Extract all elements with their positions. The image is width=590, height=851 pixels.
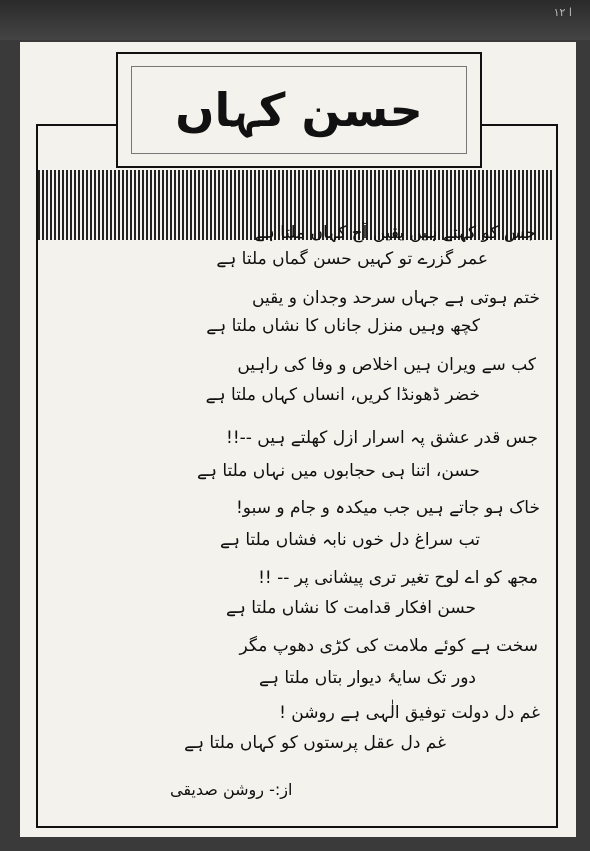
poem-line: کچھ وہیں منزل جاناں کا نشاں ملتا ہے [206,316,480,336]
poem-line: حسن، اتنا ہی حجابوں میں نہاں ملتا ہے [197,461,480,481]
poem-line: کب سے ویران ہیں اخلاص و وفا کی راہیں [237,355,536,375]
poem-line: خضر ڈھونڈا کریں، انساں کہاں ملتا ہے [205,385,480,405]
poem-line: ختم ہوتی ہے جہاں سرحد وجدان و یقیں [252,288,540,308]
poem-line: مجھ کو اے لوح تغیر تری پیشانی پر -- !! [258,568,538,588]
poem-line: جس قدر عشق پہ اسرار ازل کھلتے ہیں --!! [226,428,538,448]
poem-line: عمر گزرے تو کہیں حسن گماں ملتا ہے [216,249,488,269]
poem-line: خاک ہو جاتے ہیں جب میکدہ و جام و سبو! [235,498,540,518]
poem-line: تب سراغ دل خوں نابہ فشاں ملتا ہے [220,530,480,550]
poet-credit: از:- روشن صدیقی [170,780,293,799]
poem-line: دور تک سایۂ دیوار بتاں ملتا ہے [259,668,476,688]
poem-line: جس کو کہتے ہیں یقیں آج کہاں ملتا ہے [254,223,536,243]
page-title: حسن کہاں [175,83,423,137]
title-box [116,52,482,168]
page [20,42,576,837]
corner-mark: ا ۱۲ [553,6,572,19]
poem-line: سخت ہے کوئے ملامت کی کڑی دھوپ مگر [239,636,538,656]
title-inner-frame [131,66,467,154]
scan-dark-border [0,0,590,40]
poem-line: غم دل دولت توفیق الٰہی ہے روشن ! [279,703,540,723]
poem-line: غم دل عقل پرستوں کو کہاں ملتا ہے [184,733,446,753]
poem-line: حسن افکار قدامت کا نشاں ملتا ہے [225,598,476,618]
